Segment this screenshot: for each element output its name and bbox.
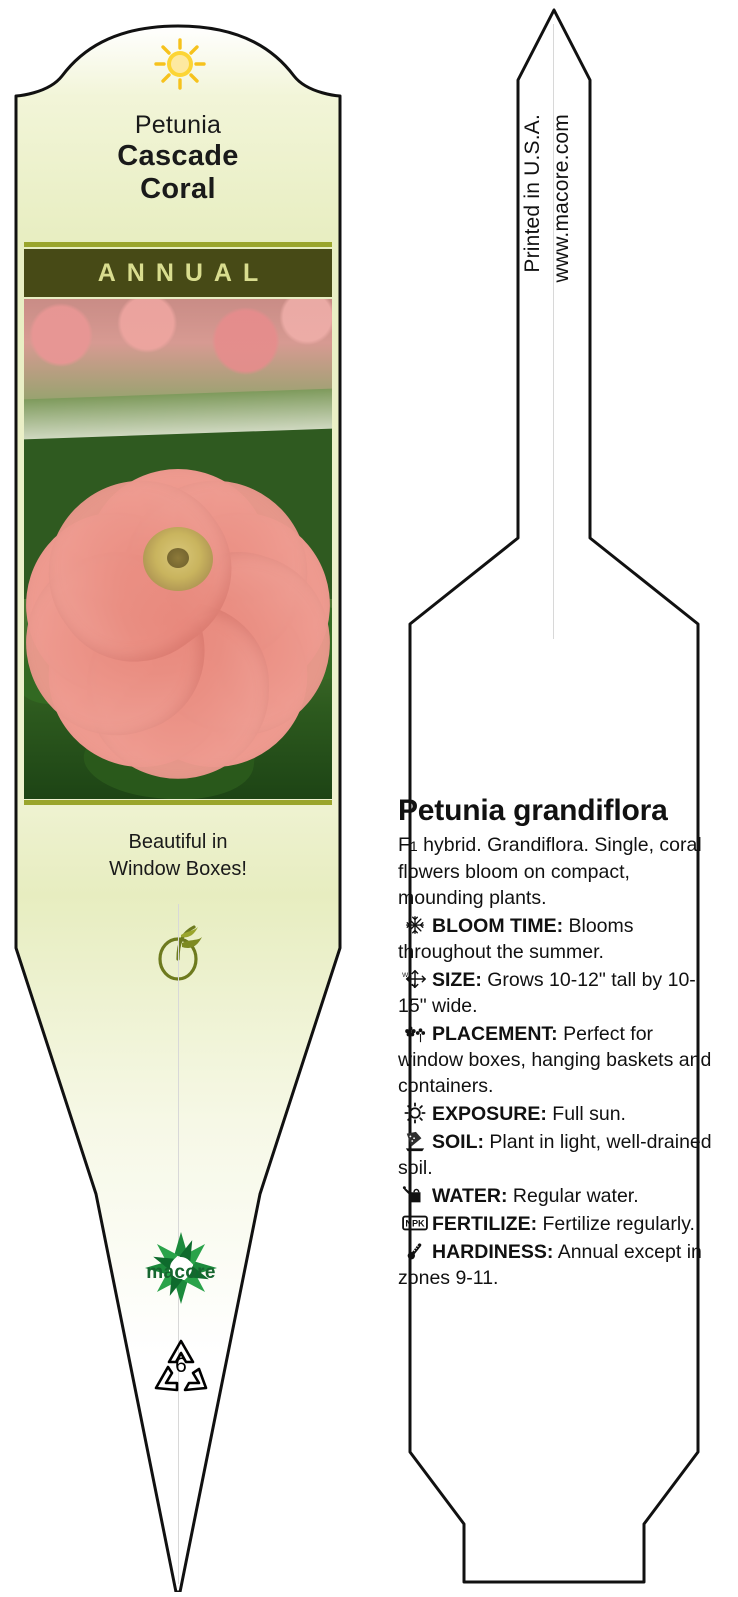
care-value-soil: Plant in light, well-drained soil.: [398, 1131, 712, 1179]
plant-genus: Petunia: [134, 111, 222, 139]
website-url-text: www.macore.com: [550, 114, 573, 283]
recycle-code: 6: [175, 1354, 187, 1377]
category-band-label: ANNUAL: [97, 258, 270, 287]
care-row-exposure: [398, 1101, 718, 1127]
printed-in-usa-text: Printed in U.S.A.: [521, 114, 544, 273]
sprout-icon: [148, 919, 212, 983]
care-row-size: [398, 967, 718, 1019]
care-label-fertilize: FERTILIZE:: [432, 1213, 538, 1235]
care-value-exposure: Full sun.: [552, 1103, 626, 1125]
tag-caption: [24, 829, 332, 883]
sun-icon: [154, 38, 206, 90]
category-band: [24, 249, 332, 297]
care-label-size: SIZE:: [432, 969, 482, 991]
care-label-water: WATER:: [432, 1185, 508, 1207]
sun-exposure-icon: [398, 1102, 432, 1124]
care-label-bloom-time: BLOOM TIME:: [432, 915, 564, 937]
caption-line2: Window Boxes!: [109, 858, 247, 880]
care-row-water: [398, 1183, 718, 1209]
care-value-fertilize: Fertilize regularly.: [542, 1213, 695, 1235]
flower-throat: [167, 548, 189, 568]
plant-variety-line2: Coral: [140, 173, 216, 205]
plant-title: [24, 110, 332, 206]
care-value-placement: Perfect for window boxes, hanging baskets and containers.: [398, 1023, 712, 1097]
recycle-icon: [148, 1336, 214, 1400]
thermometer-icon: [398, 1240, 432, 1262]
care-label-placement: PLACEMENT:: [432, 1023, 558, 1045]
macore-wordmark: macore: [146, 1262, 216, 1283]
care-row-bloom-time: [398, 913, 718, 965]
band-rule-bottom: [24, 800, 332, 805]
care-row-hardiness: [398, 1239, 718, 1291]
petunia-flower: [24, 357, 332, 757]
plant-description: [398, 832, 718, 911]
right-tag-back: [378, 4, 730, 1592]
snowflake-bloom-icon: [398, 914, 432, 936]
band-rule-top: [24, 242, 332, 247]
flowers-placement-icon: [398, 1022, 432, 1044]
watering-can-icon: [398, 1184, 432, 1206]
care-row-fertilize: [398, 1211, 718, 1237]
description-text: hybrid. Grandiflora. Single, coral flowers bloom on compact, mounding plants.: [398, 834, 702, 909]
plant-variety-line1: Cascade: [117, 140, 239, 172]
care-value-bloom-time: Blooms throughout the summer.: [398, 915, 634, 963]
care-label-hardiness: HARDINESS:: [432, 1241, 554, 1263]
svg-text:W: W: [402, 972, 409, 980]
svg-text:NPK: NPK: [405, 1218, 425, 1229]
caption-line1: Beautiful in: [128, 831, 228, 853]
care-value-hardiness: Annual except in zones 9-11.: [398, 1241, 702, 1289]
care-value-water: Regular water.: [512, 1185, 639, 1207]
left-tag-front: [8, 4, 348, 1592]
care-label-soil: SOIL:: [432, 1131, 484, 1153]
plant-photo: [24, 299, 332, 799]
care-row-soil: [398, 1129, 718, 1181]
svg-text:H: H: [410, 983, 416, 990]
care-row-placement: [398, 1021, 718, 1099]
care-label-exposure: EXPOSURE:: [432, 1103, 547, 1125]
npk-fertilizer-icon: [398, 1212, 432, 1234]
macore-logo: [126, 1232, 236, 1310]
description-subscript: 1: [409, 838, 418, 854]
soil-trowel-icon: [398, 1130, 432, 1152]
botanical-name: Petunia grandiflora: [398, 794, 668, 827]
description-prefix: F: [398, 834, 410, 856]
size-arrows-icon: [398, 968, 432, 990]
care-value-size: Grows 10-12" tall by 10-15" wide.: [398, 969, 696, 1017]
care-info-block: [398, 794, 718, 1291]
